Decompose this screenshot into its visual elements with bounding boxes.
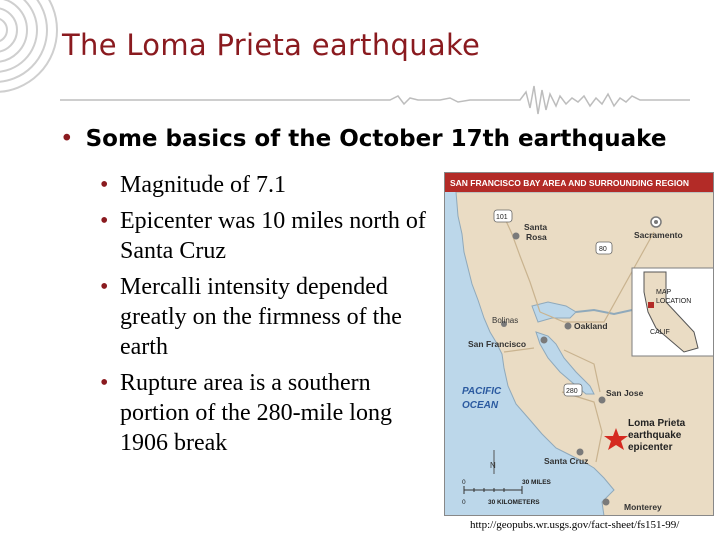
seismograph-divider	[0, 78, 720, 128]
highway-80-label: 80	[599, 246, 607, 253]
inset-region-marker	[648, 302, 654, 308]
ocean-label-ocean: OCEAN	[462, 400, 499, 411]
list-item-text: Rupture area is a southern portion of the 280-mile long 1906 break	[120, 370, 392, 456]
list-item-text: Epicenter was 10 miles north of Santa Cruz	[120, 208, 426, 264]
highway-280-icon	[564, 384, 582, 396]
map-header: SAN FRANCISCO BAY AREA AND SURROUNDING REGION	[450, 178, 689, 188]
slide-title: The Loma Prieta earthquake	[62, 28, 481, 62]
scale-miles-label: 30 MILES	[522, 479, 551, 486]
sub-bullet-list	[100, 170, 440, 464]
city-label-monterey: Monterey	[624, 502, 662, 512]
list-item	[100, 368, 440, 458]
city-label-santa-cruz: Santa Cruz	[544, 456, 589, 466]
main-bullet	[60, 126, 666, 152]
city-dot-oakland	[565, 323, 572, 330]
scale-zero-km: 0	[462, 499, 466, 506]
inset-label-map: MAP	[656, 289, 672, 296]
bullet-icon: •	[60, 126, 74, 152]
source-url: http://geopubs.wr.usgs.gov/fact-sheet/fs151-99/	[470, 519, 680, 531]
city-label-san-francisco: San Francisco	[468, 339, 527, 349]
highway-101-label: 101	[496, 214, 508, 221]
city-dot-santa-rosa	[513, 233, 520, 240]
scale-zero-miles: 0	[462, 479, 466, 486]
city-label-san-jose: San Jose	[606, 388, 644, 398]
city-label-oakland: Oakland	[574, 321, 608, 331]
bullet-icon: •	[100, 172, 109, 198]
bullet-icon: •	[100, 370, 109, 396]
highway-280-label: 280	[566, 388, 578, 395]
city-label-santa-rosa: Santa	[524, 222, 548, 232]
list-item	[100, 206, 440, 266]
city-label-bolinas: Bolinas	[492, 316, 519, 325]
bullet-icon: •	[100, 274, 109, 300]
main-bullet-text: Some basics of the October 17th earthquake	[85, 126, 667, 152]
city-label-sacramento: Sacramento	[634, 230, 683, 240]
list-item-text: Mercalli intensity depended greatly on the firmness of the earth	[120, 274, 402, 360]
highway-80-icon	[596, 242, 612, 254]
city-dot-santa-cruz	[577, 449, 584, 456]
scale-km-label: 30 KILOMETERS	[488, 499, 540, 506]
inset-label-location: LOCATION	[656, 298, 692, 305]
city-dot-san-jose	[599, 397, 606, 404]
north-label: N	[490, 461, 496, 470]
bullet-icon: •	[100, 208, 109, 234]
epicenter-label-2: earthquake	[628, 430, 682, 441]
highway-101-icon	[494, 210, 512, 222]
city-label-santa-rosa-2: Rosa	[526, 232, 547, 242]
list-item-text: Magnitude of 7.1	[120, 172, 286, 198]
city-dot-san-francisco	[541, 337, 548, 344]
epicenter-label-3: epicenter	[628, 442, 673, 453]
list-item	[100, 272, 440, 362]
city-dot-sacramento	[654, 220, 658, 224]
list-item	[100, 170, 440, 200]
bay-area-map	[444, 172, 714, 516]
epicenter-label-1: Loma Prieta	[628, 418, 686, 429]
ocean-label-pacific: PACIFIC	[462, 386, 502, 397]
city-dot-monterey	[603, 499, 610, 506]
inset-label-state: CALIF	[650, 329, 670, 336]
